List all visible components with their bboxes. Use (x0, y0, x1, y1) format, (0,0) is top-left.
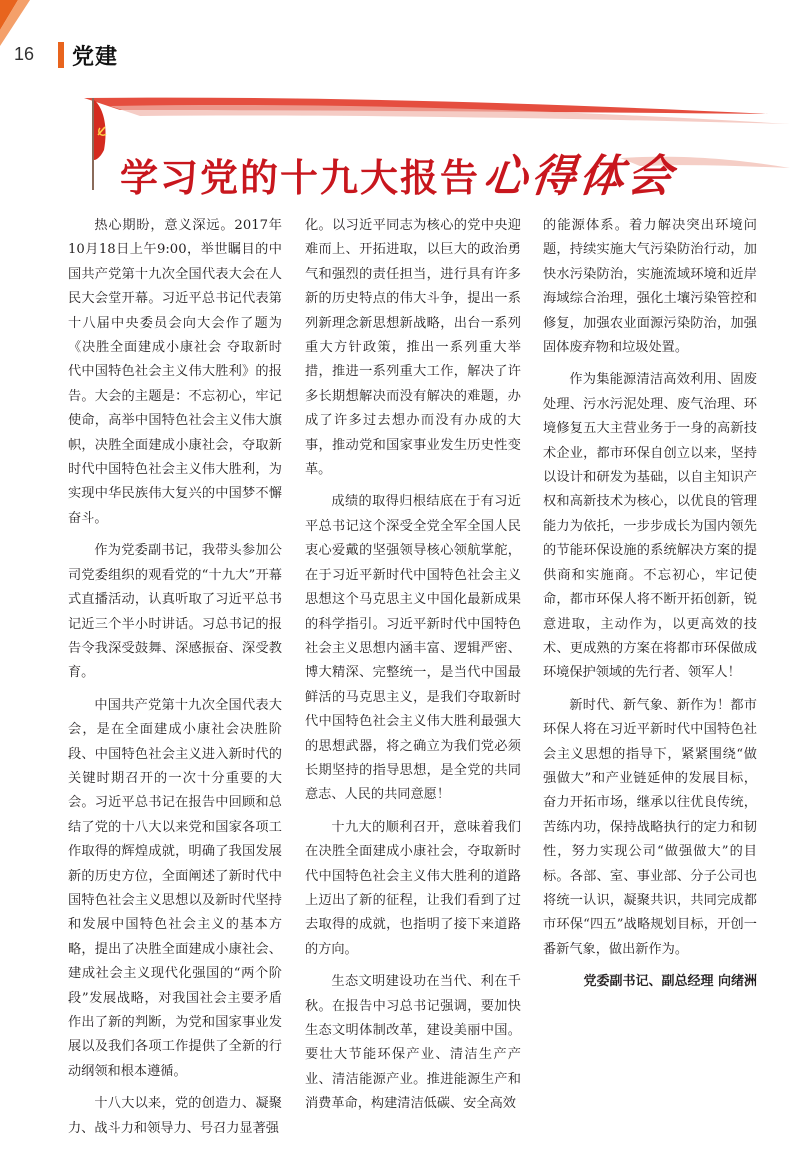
hammer-sickle-icon (96, 124, 108, 138)
paragraph: 十八大以来，党的创造力、凝聚力、战斗力和领导力、号召力显著强 (68, 1096, 282, 1136)
paragraph: 中国共产党第十九次全国代表大会，是在全面建成小康社会决胜阶段、中国特色社会主义进入新时代的关键时期召开的一次十分重要的大会。习近平总书记在报告中回顾和总结了党的十八大以来党和国家各项工作取得的辉煌成就，明确了我国发展新的历史方位，全面阐述了新时代中国特色社会主义思想以及新时代坚持和发展中国特色社会主义的基本方略，提出了决胜全面建成小康社会、建成社会主义现代化强国的“两个阶段”发展战略，对我国社会主要矛盾作出了新的判断，为党和国家事业发展以及我们各项工作提供了全新的行动纲领和根本遵循。 (68, 697, 282, 1079)
article-title-script: 心得体会 (480, 151, 679, 202)
paragraph: 作为集能源清洁高效利用、固废处理、污水污泥处理、废气治理、环境修复五大主营业务于一身的高新技术企业，都市环保自创立以来，坚持以设计和研发为基础，以自主知识产权和高新技术为核心，以优良的管理能力为依托，一步步成长为国内领先的节能环保设施的系统解决方案的提供商和实施商。不忘初心，牢记使命，都市环保人将不断开拓创新，锐意进取，主动作为，以更高效的技术、更成熟的方案在将都市环保做成环境保护领域的先行者、领军人！ (543, 372, 757, 681)
author-signature: 党委副书记、副总经理 向绪洲 (583, 974, 757, 990)
paragraph: 生态文明建设功在当代、利在千秋。在报告中习总书记强调，要加快生态文明体制改革，建设美丽中国。要壮大节能环保产业、清洁生产产业、清洁能源产业。推进能源生产和消费革命，构建清洁低碳、安全高效 (305, 974, 521, 1112)
article-column-3 (543, 214, 757, 1003)
paragraph: 十九大的顺利召开，意味着我们在决胜全面建成小康社会，夺取新时代中国特色社会主义伟大胜利的道路上迈出了新的征程，让我们看到了过去取得的成就，也指明了接下来道路的方向。 (305, 819, 521, 957)
section-title: 党建 (72, 45, 119, 70)
paragraph: 化。以习近平同志为核心的党中央迎难而上、开拓进取，以巨大的政治勇气和强烈的责任担当，进行具有许多新的历史特点的伟大斗争，提出一系列新理念新思想新战略，出台一系列重大方针政策，推出一系列重大举措，推进一系列重大工作，解决了许多长期想解决而没有解决的难题，办成了许多过去想办而没有办成的大事，推动党和国家事业发生历史性变革。 (305, 218, 521, 478)
article-column-2 (305, 214, 521, 1125)
paragraph: 新时代、新气象、新作为！都市环保人将在习近平新时代中国特色社会主义思想的指导下，紧紧围绕“做强做大”和产业链延伸的发展目标，奋力开拓市场，继承以往优良传统，苦练内功，保持战略执行的定力和韧性，努力实现公司“做强做大”的目标。各部、室、事业部、分子公司也将统一认识，凝聚共识，共同完成都市环保“四五”战略规划目标，开创一番新气象，做出新作为。 (543, 697, 757, 957)
paragraph: 作为党委副书记，我带头参加公司党委组织的观看党的“十九大”开幕式直播活动，认真听取了习近平总书记近三个半小时讲话。习总书记的报告令我深受鼓舞、深感振奋、深受教育。 (68, 543, 282, 681)
paragraph: 热心期盼，意义深远。2017年10月18日上午9:00，举世瞩目的中国共产党第十九次全国代表大会在人民大会堂开幕。习近平总书记代表第十八届中央委员会向大会作了题为《决胜全面建成小康社会 夺取新时代中国特色社会主义伟大胜利》的报告。大会的主题是：不忘初心，牢记使命，高举中国特色社会主义伟大旗帜，决胜全面建成小康社会，夺取新时代中国特色社会主义伟大胜利，为实现中华民族伟大复兴的中国梦不懈奋斗。 (68, 218, 282, 526)
section-marker (58, 42, 64, 68)
paragraph: 成绩的取得归根结底在于有习近平总书记这个深受全党全军全国人民衷心爱戴的坚强领导核心领航掌舵，在于习近平新时代中国特色社会主义思想这个马克思主义中国化最新成果的科学指引。习近平新时代中国特色社会主义思想内涵丰富、逻辑严密、博大精深、完整统一，是当代中国最鲜活的马克思主义，是我们夺取新时代中国特色社会主义伟大胜利最强大的思想武器，将之确立为我们党必须长期坚持的指导思想，是全党的共同意志、人民的共同意愿！ (305, 494, 521, 803)
page-number: 16 (14, 44, 35, 64)
article-title (120, 140, 679, 202)
article-column-1 (68, 214, 282, 1149)
paragraph: 的能源体系。着力解决突出环境问题，持续实施大气污染防治行动，加快水污染防治，实施流域环境和近岸海域综合治理，强化土壤污染管控和修复，加强农业面源污染防治，加强固体废弃物和垃圾处置。 (543, 218, 757, 356)
article-title-main: 学习党的十九大报告 (120, 155, 481, 200)
